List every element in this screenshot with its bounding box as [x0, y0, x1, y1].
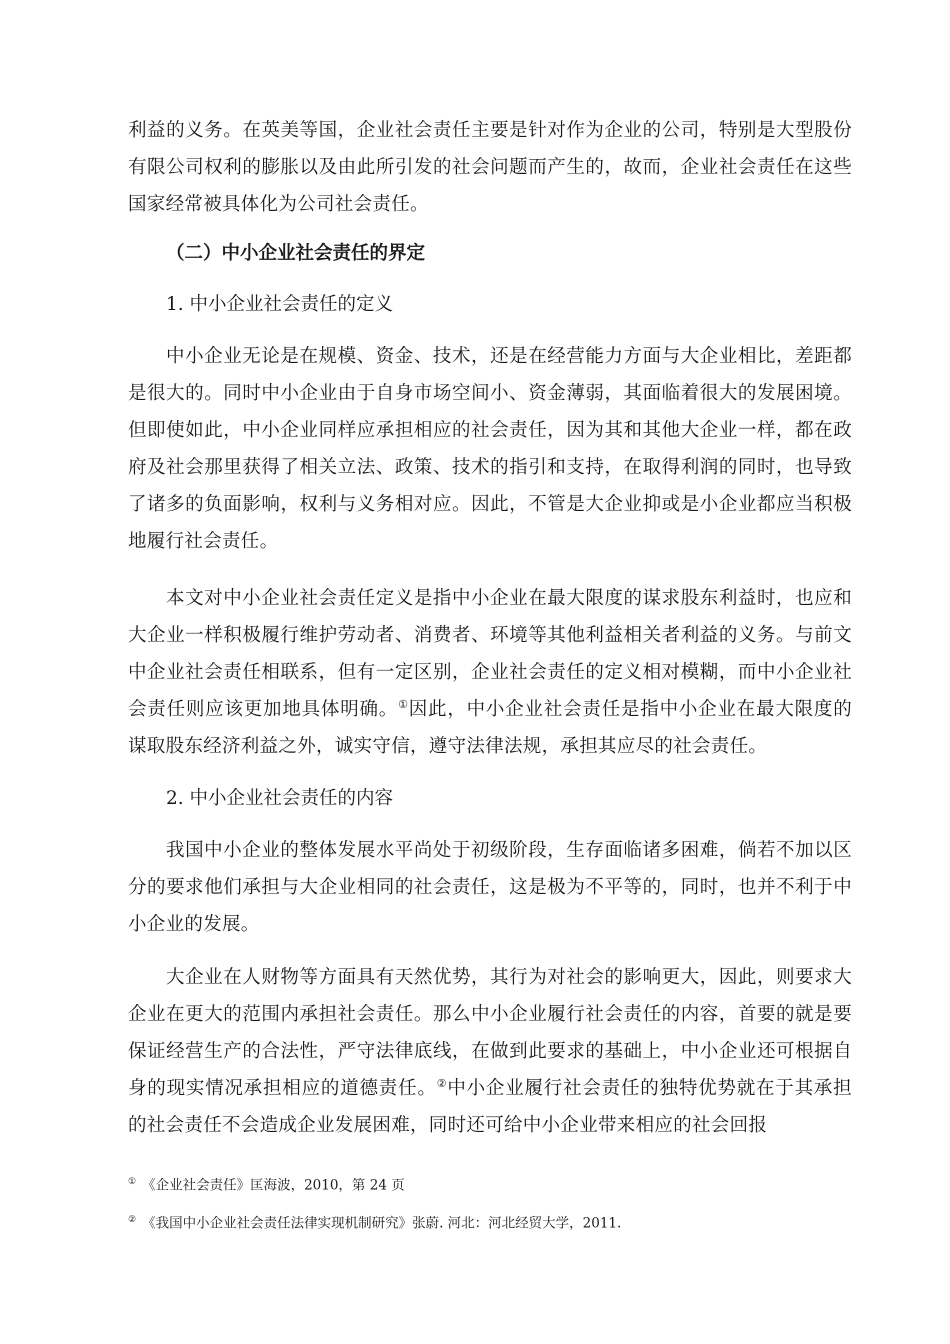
section-heading: （二）中小企业社会责任的界定	[166, 243, 426, 264]
subsection-heading-content: 2. 中小企业社会责任的内容	[166, 788, 394, 809]
footnote-mark: ②	[128, 1215, 137, 1225]
paragraph-text: 大企业在人财物等方面具有天然优势，其行为对社会的影响更大，因此，则要求大企业在更大的范围内承担社会责任。那么中小企业履行社会责任的内容，首要的就是要保证经营生产的合法性，严守法律底线，在做到此要求的基础上，中小企业还可根据自身的现实情况承担相应的道德责任。	[128, 967, 852, 1099]
subsection-heading-definition: 1. 中小企业社会责任的定义	[166, 294, 394, 315]
paragraph-continuation	[128, 112, 852, 223]
footnote-mark: ①	[128, 1177, 137, 1187]
paragraph-text: 利益的义务。在英美等国，企业社会责任主要是针对作为企业的公司，特别是大型股份有限公司权利的膨胀以及由此所引发的社会问题而产生的，故而，企业社会责任在这些国家经常被具体化为公司社会责任。	[128, 120, 852, 215]
paragraph-content-intro	[128, 832, 852, 943]
footnote-text: 《企业社会责任》匡海波，2010，第 24 页	[142, 1177, 405, 1194]
paragraph-definition	[128, 580, 852, 765]
footnote-reference-2[interactable]: ②	[436, 1076, 448, 1090]
footnote-2	[128, 1210, 621, 1234]
paragraph-text: 中小企业无论是在规模、资金、技术，还是在经营能力方面与大企业相比，差距都是很大的。同时中小企业由于自身市场空间小、资金薄弱，其面临着很大的发展困境。但即使如此，中小企业同样应承担相应的社会责任，因为其和其他大企业一样，都在政府及社会那里获得了相关立法、政策、技术的指引和支持，在取得利润的同时，也导致了诸多的负面影响，权利与义务相对应。因此，不管是大企业抑或是小企业都应当积极地履行社会责任。	[128, 346, 852, 552]
footnote-text: 《我国中小企业社会责任法律实现机制研究》张蔚. 河北：河北经贸大学，2011.	[142, 1215, 622, 1232]
paragraph-text: 中小企业履行社会责任的独特优势就在于其承担的社会责任不会造成企业发展困难，同时还可给中小企业带来相应的社会回报	[128, 1078, 852, 1136]
paragraph-content-detail	[128, 959, 852, 1144]
footnote-reference-1[interactable]: ①	[398, 697, 409, 711]
footnote-1	[128, 1172, 405, 1196]
paragraph-text: 因此，中小企业社会责任是指中小企业在最大限度的谋取股东经济利益之外，诚实守信，遵守法律法规，承担其应尽的社会责任。	[128, 699, 853, 757]
paragraph-text: 本文对中小企业社会责任定义是指中小企业在最大限度的谋求股东利益时，也应和大企业一样积极履行维护劳动者、消费者、环境等其他利益相关者利益的义务。与前文中企业社会责任相联系，但有一定区别，企业社会责任的定义相对模糊，而中小企业社会责任则应该更加地具体明确。	[128, 588, 852, 720]
paragraph-definition-context	[128, 338, 852, 560]
paragraph-text: 我国中小企业的整体发展水平尚处于初级阶段，生存面临诸多困难，倘若不加以区分的要求他们承担与大企业相同的社会责任，这是极为不平等的，同时，也并不利于中小企业的发展。	[128, 840, 852, 935]
